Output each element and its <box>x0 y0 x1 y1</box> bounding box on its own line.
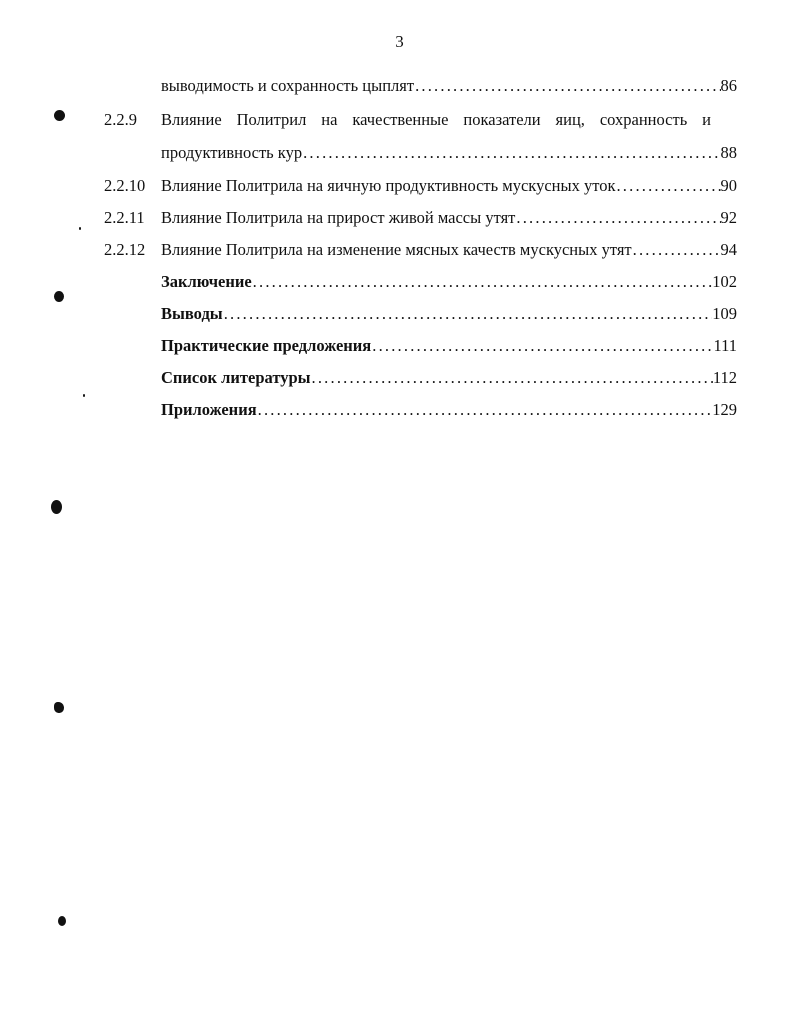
toc-leader-dots <box>252 271 713 293</box>
toc-page-number: 109 <box>712 304 737 323</box>
toc-page-number: 88 <box>720 143 737 162</box>
scan-artifact-mark <box>54 291 64 302</box>
toc-section-number: 2.2.10 <box>104 176 146 195</box>
toc-entry-2-2-9-continuation <box>0 142 799 164</box>
toc-line <box>161 367 737 389</box>
toc-title: Приложения <box>161 400 257 419</box>
toc-line <box>161 271 737 293</box>
toc-entry-2-2-11 <box>0 207 799 229</box>
toc-line <box>161 335 737 357</box>
toc-entry-appendices <box>0 399 799 421</box>
scan-artifact-mark <box>58 916 66 926</box>
toc-page-number: 90 <box>720 176 737 195</box>
toc-title: продуктивность кур <box>161 143 303 162</box>
toc-entry-2-2-12 <box>0 239 799 261</box>
toc-line <box>161 239 737 261</box>
toc-leader-dots <box>615 175 720 197</box>
toc-page-number: 112 <box>712 368 737 387</box>
toc-page-number: 94 <box>720 240 737 259</box>
scan-artifact-mark <box>54 110 65 121</box>
toc-leader-dots <box>257 399 713 421</box>
toc-line <box>161 207 737 229</box>
toc-entry-practical-proposals <box>0 335 799 357</box>
toc-entry-bibliography <box>0 367 799 389</box>
toc-line <box>161 142 737 164</box>
toc-leader-dots <box>302 142 720 164</box>
toc-line <box>161 303 737 325</box>
toc-leader-dots <box>371 335 713 357</box>
toc-section-number: 2.2.11 <box>104 208 145 227</box>
toc-title: Список литературы <box>161 368 311 387</box>
toc-title-wrapped: Влияние Политрил на качественные показатели яиц, сохранность и <box>161 110 711 129</box>
toc-line <box>161 75 737 97</box>
toc-line <box>161 399 737 421</box>
toc-entry-conclusion <box>0 271 799 293</box>
toc-title: выводимость и сохранность цыплят <box>161 76 415 95</box>
scan-artifact-speck <box>79 227 81 230</box>
toc-title: Заключение <box>161 272 252 291</box>
toc-page-number: 92 <box>720 208 737 227</box>
scan-artifact-speck <box>83 394 85 397</box>
toc-section-number: 2.2.9 <box>104 110 137 129</box>
toc-entry-2-2-10 <box>0 175 799 197</box>
toc-page-number: 129 <box>712 400 737 419</box>
toc-page-number: 86 <box>720 76 737 95</box>
toc-line <box>161 175 737 197</box>
toc-leader-dots <box>311 367 713 389</box>
scan-artifact-mark <box>54 702 64 713</box>
scan-artifact-mark <box>51 500 62 514</box>
toc-leader-dots <box>515 207 720 229</box>
toc-page-number: 111 <box>713 336 737 355</box>
toc-entry-findings <box>0 303 799 325</box>
toc-entry-continuation <box>0 75 799 97</box>
toc-section-number: 2.2.12 <box>104 240 146 259</box>
toc-leader-dots <box>414 75 720 97</box>
toc-title: Практические предложения <box>161 336 372 355</box>
toc-title: Влияние Политрила на изменение мясных качеств мускусных утят <box>161 240 632 259</box>
toc-page-number: 102 <box>712 272 737 291</box>
toc-title: Влияние Политрила на яичную продуктивность мускусных уток <box>161 176 616 195</box>
toc-leader-dots <box>223 303 713 325</box>
toc-leader-dots <box>632 239 721 261</box>
page-number: 3 <box>395 32 404 51</box>
toc-title: Влияние Политрила на прирост живой массы утят <box>161 208 516 227</box>
toc-entry-2-2-9 <box>0 109 799 131</box>
toc-title: Выводы <box>161 304 223 323</box>
